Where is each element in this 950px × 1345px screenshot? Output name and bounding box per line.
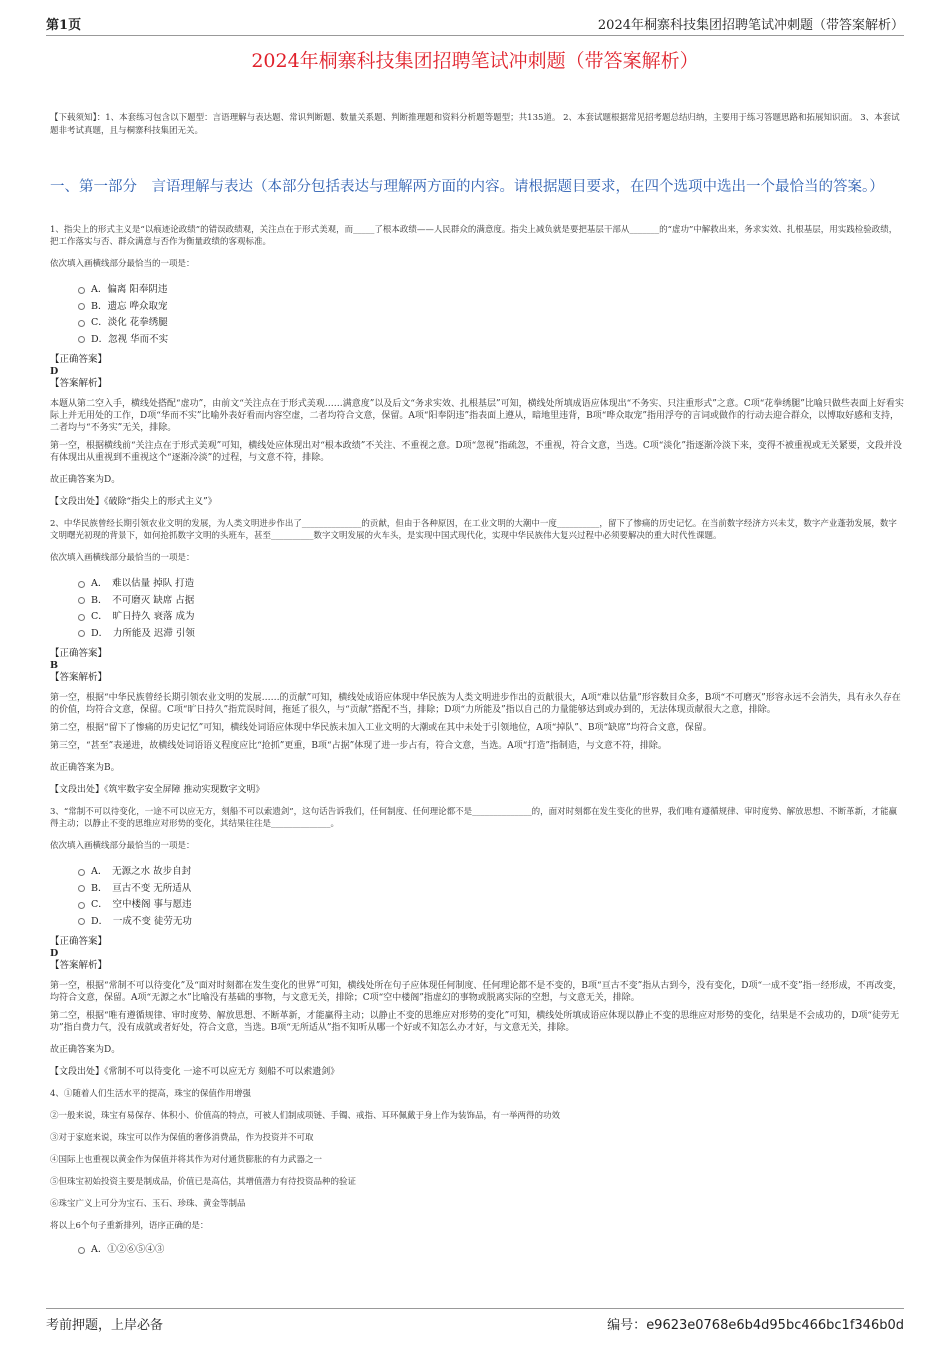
radio-icon[interactable]: [78, 287, 85, 294]
question-2: [50, 518, 904, 796]
answer-value: D: [50, 366, 59, 377]
answer-value: D: [50, 948, 59, 959]
page-number-prefix: 第: [46, 18, 60, 33]
option-label: C．淡化 花拳绣腿: [91, 317, 168, 328]
page-number-value: 1: [59, 18, 69, 33]
sentence-item: ④国际上也重视以黄金作为保值并将其作为对付通货膨胀的有力武器之一: [50, 1155, 323, 1165]
option-b[interactable]: [78, 299, 904, 316]
footer-id: [607, 1314, 904, 1333]
analysis-paragraph: 第一空，根据“常制不可以待变化”及“面对时刻都在发生变化的世界”可知，横线处所在句子应体现任何制度、任何理论都不是不变的，B项“亘古不变”指从古到今，没有变化，D项“一成不变”指一经形成，不再改变，均符合文意，保留。A项“无源之水”比喻没有基础的事物，与文意无关，排除；C项“空中楼阁”指虚幻的事物或脱离实际的空想，与文意无关，排除。: [50, 981, 902, 1003]
option-a[interactable]: [78, 282, 904, 299]
analysis-paragraph: 第二空，根据“留下了惨痛的历史记忆”可知，横线处词语应体现中华民族未加入工业文明的大潮或在其中未处于引领地位，A项“掉队”、B项“缺席”均符合文意，保留。: [50, 723, 712, 733]
question-prompt: 依次填入画横线部分最恰当的一项是：: [50, 841, 195, 851]
source-citation: 【文段出处】《筑牢数字安全屏障 推动实现数字文明》: [50, 785, 265, 795]
analysis-paragraph: 第一空，根据“中华民族曾经长期引领农业文明的发展……的贡献”可知，横线处成语应体现中华民族为人类文明进步作出的贡献很大，A项“难以估量”形容数目众多，B项“不可磨灭”形容永远不会消失，具有永久存在的价值，均符合文意，保留。C项“旷日持久”指荒误时间，拖延了很久，与“贡献”搭配不当，排除；D项“力所能及”指以自己的力量能够达到或办到的，无法体现贡献很大之意，排除。: [50, 693, 901, 715]
radio-icon[interactable]: [78, 581, 85, 588]
radio-icon[interactable]: [78, 597, 85, 604]
question-prompt: 依次填入画横线部分最恰当的一项是：: [50, 259, 195, 269]
conclusion: 故正确答案为D。: [50, 1045, 121, 1055]
option-a[interactable]: [78, 1242, 904, 1259]
analysis-paragraph: 第二空，根据“唯有遵循规律、审时度势、解放思想、不断革新，才能赢得主动；以静止不变的思维应对形势的变化”可知，横线处所填成语应体现以静止不变的思维应对形势的变化，结果是不会成功的，D项“徒劳无功”指白费力气，没有成就或者好处，符合文意，当选。B项“无所适从”指不知听从哪一个好或不知怎么办才好，与文意无关，排除。: [50, 1011, 900, 1033]
option-b[interactable]: [78, 881, 904, 898]
question-prompt: 依次填入画横线部分最恰当的一项是：: [50, 553, 195, 563]
option-label: C． 空中楼阁 事与愿违: [91, 899, 192, 910]
radio-icon[interactable]: [78, 320, 85, 327]
analysis-label: 【答案解析】: [50, 378, 108, 389]
analysis-paragraph: 本题从第二空入手，横线处搭配“虚功”，由前文“关注点在于形式美观……满意度”以及后文“务求实效、扎根基层”可知，横线处所填成语应体现出“不务实、只注重形式”之意。C项“花拳绣腿”比喻只做些表面上好看实际上并无用处的工作，D项“华而不实”比喻外表好看而内容空虚，二者均符合文意，保留。A项“阳奉阴违”指表面上遵从，暗地里违背，B项“哗众取宠”指用浮夸的言词或做作的行动去迎合群众，以博取好感和支持，二者均与“不务实”无关，排除。: [50, 399, 904, 433]
sentence-item: ⑤但珠宝初始投资主要是制成品，价值已是高估，其增值潜力有待投资品种的验证: [50, 1177, 357, 1187]
sentence-item: ③对于家庭来说，珠宝可以作为保值的奢侈消费品，作为投资并不可取: [50, 1133, 314, 1143]
conclusion: 故正确答案为B。: [50, 763, 120, 773]
option-d[interactable]: [78, 626, 904, 643]
download-notice: 【下载须知】：1、本套练习包含以下题型：言语理解与表达题、常识判断题、数量关系题、判断推理题和资料分析题等题型；共135道。 2、本套试题根据常见招考题总结归纳，主要用于练习答题思路和拓展知识面。 3、本套试题非考试真题，且与桐寨科技集团无关。: [50, 113, 900, 136]
radio-icon[interactable]: [78, 630, 85, 637]
option-list: [78, 1242, 904, 1259]
analysis-label: 【答案解析】: [50, 672, 108, 683]
radio-icon[interactable]: [78, 918, 85, 925]
footer-code: e9623e0768e6b4d95bc466bc1f346b0d: [646, 1318, 904, 1333]
radio-icon[interactable]: [78, 869, 85, 876]
footer-code-label: 编号：: [607, 1318, 647, 1333]
document-title: 2024年桐寨科技集团招聘笔试冲刺题（带答案解析）: [251, 50, 699, 72]
option-d[interactable]: [78, 332, 904, 349]
sentence-item: ⑥珠宝广义上可分为宝石、玉石、珍珠、黄金等制品: [50, 1199, 246, 1209]
option-d[interactable]: [78, 914, 904, 931]
option-c[interactable]: [78, 897, 904, 914]
option-list: [78, 282, 904, 348]
option-c[interactable]: [78, 609, 904, 626]
option-label: B． 不可磨灭 缺席 占据: [91, 594, 195, 606]
sentence-item: ②一般来说，珠宝有易保存、体积小、价值高的特点，可被人们制成项链、手镯、戒指、耳环佩戴于身上作为装饰品，有一举两得的功效: [50, 1111, 561, 1121]
radio-icon[interactable]: [78, 614, 85, 621]
question-1: [50, 224, 904, 508]
section-heading: 一、第一部分 言语理解与表达（本部分包括表达与理解两方面的内容。请根据题目要求，在四个选项中选出一个最恰当的答案。）: [50, 179, 884, 195]
question-stem: 2、中华民族曾经长期引领农业文明的发展，为人类文明进步作出了______________的贡献，但由于各种原因，在工业文明的大潮中一度__________，留下了惨痛的历史记忆。在当前数字经济方兴未艾，数字产业蓬勃发展，数字文明曙光初现的背景下，如何抢抓数字文明的头班车，甚至__________数字文明发展的火车头，是实现中国式现代化，实现中华民族伟大复兴过程中必须要解决的重大时代性课题。: [50, 519, 897, 541]
option-c[interactable]: [78, 315, 904, 332]
question-prompt: 将以上6个句子重新排列，语序正确的是：: [50, 1221, 209, 1231]
page-number-suffix: 页: [68, 18, 82, 33]
option-label: A．①②⑥⑤④③: [91, 1244, 165, 1255]
source-citation: 【文段出处】《常制不可以待变化 一途不可以应无方 刻船不可以索遗剑》: [50, 1067, 340, 1077]
option-list: [78, 576, 904, 642]
analysis-paragraph: 第三空，“甚至”表递进，故横线处词语语义程度应比“抢抓”更重，B项“占据”体现了进一步占有，符合文意，当选。A项“打造”指制造，与文意不符，排除。: [50, 741, 667, 751]
option-a[interactable]: [78, 576, 904, 593]
questions-content: [50, 224, 904, 1265]
page-header: [46, 14, 904, 36]
radio-icon[interactable]: [78, 1247, 85, 1254]
header-doc-title: 2024年桐寨科技集团招聘笔试冲刺题（带答案解析）: [597, 18, 904, 33]
question-4: [50, 1088, 904, 1259]
option-label: D． 一成不变 徒劳无功: [91, 915, 192, 927]
question-stem: 4、①随着人们生活水平的提高，珠宝的保值作用增强: [50, 1089, 251, 1099]
radio-icon[interactable]: [78, 885, 85, 892]
option-label: B．遗忘 哗众取宠: [91, 300, 168, 312]
question-stem: 1、指尖上的形式主义是“以痕迹论政绩”的错误政绩观，关注点在于形式美观，而_____了根本政绩——人民群众的满意度。指尖上减负就是要把基层干部从_______的“虚功”中解救出来，务求实效、扎根基层，用实践检验政绩，把工作落实与否、群众满意与否作为衡量政绩的客观标准。: [50, 225, 898, 247]
option-label: A．偏离 阳奉阴违: [91, 284, 168, 295]
radio-icon[interactable]: [78, 303, 85, 310]
option-label: B． 亘古不变 无所适从: [91, 882, 192, 894]
question-stem: 3、“常制不可以待变化，一途不可以应无方，刻船不可以索遗剑”，这句话告诉我们，任何制度、任何理论都不是______________的，面对时刻都在发生变化的世界，我们唯有遵循规律、审时度势、解放思想、不断革新，才能赢得主动；以静止不变的思维应对形势的变化，其结果往往是______________。: [50, 807, 898, 829]
analysis-paragraph: 第一空，根据横线前“关注点在于形式美观”可知，横线处应体现出对“根本政绩”不关注、不重视之意。D项“忽视”指疏忽，不重视，符合文意，当选。C项“淡化”指逐渐冷淡下来，变得不被重视或无关紧要，文段并没有体现出从重视到不重视这个“逐渐冷淡”的过程，与文意不符，排除。: [50, 441, 902, 463]
option-label: D．忽视 华而不实: [91, 333, 169, 345]
answer-value: B: [50, 660, 59, 671]
option-label: A． 无源之水 故步自封: [91, 866, 192, 877]
answer-label: 【正确答案】: [50, 354, 108, 365]
option-a[interactable]: [78, 864, 904, 881]
answer-label: 【正确答案】: [50, 648, 108, 659]
option-label: C． 旷日持久 衰落 成为: [91, 611, 195, 622]
source-citation: 【文段出处】《破除“指尖上的形式主义”》: [50, 497, 217, 507]
page-number: [46, 14, 81, 35]
option-b[interactable]: [78, 593, 904, 610]
radio-icon[interactable]: [78, 902, 85, 909]
footer-slogan: 考前押题，上岸必备: [46, 1318, 164, 1333]
conclusion: 故正确答案为D。: [50, 475, 121, 485]
option-label: D． 力所能及 迟滞 引领: [91, 627, 195, 639]
radio-icon[interactable]: [78, 336, 85, 343]
answer-label: 【正确答案】: [50, 936, 108, 947]
page-footer: [46, 1308, 904, 1333]
question-3: [50, 806, 904, 1078]
analysis-label: 【答案解析】: [50, 960, 108, 971]
option-label: A． 难以估量 掉队 打造: [91, 578, 195, 589]
option-list: [78, 864, 904, 930]
